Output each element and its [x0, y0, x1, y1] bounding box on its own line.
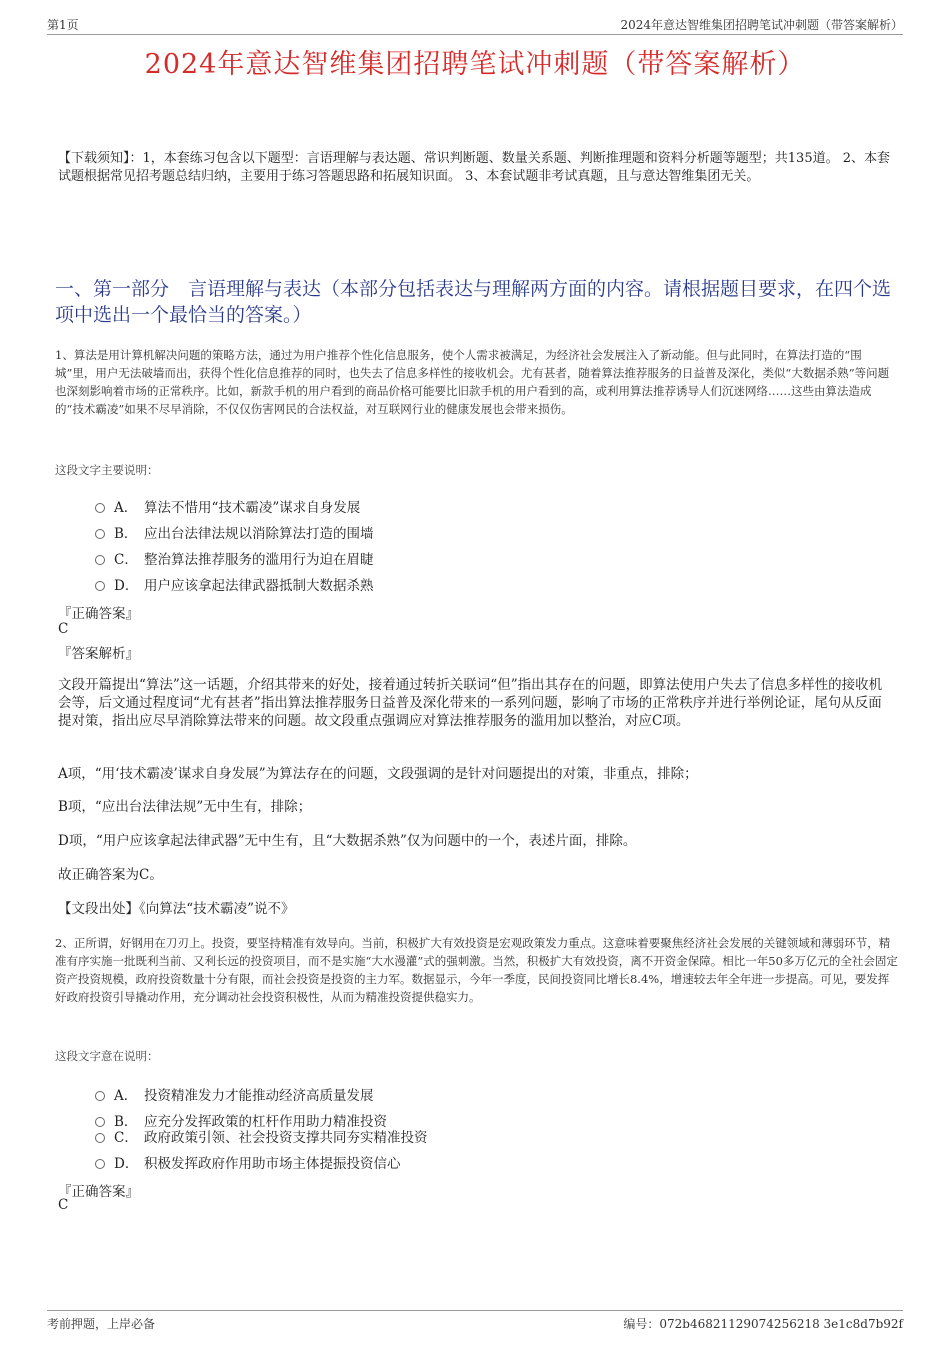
download-notice: 【下载须知】：1，本套练习包含以下题型：言语理解与表达题、常识判断题、数量关系题、判断推理题和资料分析题等题型；共135道。 2、本套试题根据常见招考题总结归纳，主要用于练习答题思路和拓展知识面。 3、本套试题非考试真题，且与意达智维集团无关。 — [58, 151, 890, 184]
radio-icon[interactable] — [95, 581, 105, 591]
q2-option-a[interactable]: A． 投资精准发力才能推动经济高质量发展 — [95, 1084, 374, 1104]
section-title: 一、第一部分 言语理解与表达（本部分包括表达与理解两方面的内容。请根据题目要求，在四个选项中选出一个最恰当的答案。） — [55, 278, 892, 326]
radio-icon[interactable] — [95, 1091, 105, 1101]
footer-slogan: 考前押题，上岸必备 — [47, 1317, 156, 1331]
q2-option-b[interactable]: B． 应充分发挥政策的杠杆作用助力精准投资 — [95, 1110, 387, 1130]
q1-answer: C — [58, 621, 69, 637]
q2-option-d[interactable]: D． 积极发挥政府作用助市场主体提振投资信心 — [95, 1152, 401, 1172]
q1-option-d[interactable]: D． 用户应该拿起法律武器抵制大数据杀熟 — [95, 574, 374, 594]
q1-option-c[interactable]: C． 整治算法推荐服务的滥用行为迫在眉睫 — [95, 548, 374, 568]
question-2-prompt: 这段文字意在说明： — [55, 1049, 159, 1063]
q1-analysis-2: A项，“用‘技术霸凌’谋求自身发展”为算法存在的问题，文段强调的是针对问题提出的对策，非重点，排除； — [58, 766, 698, 782]
q1-source: 【文段出处】《向算法“技术霸凌”说不》 — [58, 901, 295, 917]
question-1-prompt: 这段文字主要说明： — [55, 463, 159, 477]
header-doc-title: 2024年意达智维集团招聘笔试冲刺题（带答案解析） — [620, 18, 903, 32]
radio-icon[interactable] — [95, 529, 105, 539]
page-number: 第1页 — [47, 18, 79, 32]
q1-answer-label: 『正确答案』 — [58, 606, 139, 622]
radio-icon[interactable] — [95, 1159, 105, 1169]
q2-answer: C — [58, 1197, 69, 1213]
q2-option-c[interactable]: C． 政府政策引领、社会投资支撑共同夯实精准投资 — [95, 1126, 428, 1146]
q2-answer-label: 『正确答案』 — [58, 1184, 139, 1200]
q1-option-a[interactable]: A． 算法不惜用“技术霸凌”谋求自身发展 — [95, 496, 360, 516]
q1-option-b[interactable]: B． 应出台法律法规以消除算法打造的围墙 — [95, 522, 374, 542]
q1-analysis-label: 『答案解析』 — [58, 646, 139, 662]
footer-doc-id: 编号：072b46821129074256218 3e1c8d7b92f — [623, 1317, 903, 1331]
question-2-text: 2、正所谓，好钢用在刀刃上。投资，要坚持精准有效导向。当前，积极扩大有效投资是宏观政策发力重点。这意味着要聚焦经济社会发展的关键领域和薄弱环节，精准有序实施一批既利当前、又利长远的投资项目，而不是实施“大水漫灌”式的强刺激。当然，积极扩大有效投资，离不开资金保障。相比一年50多万亿元的全社会固定资产投资规模，政府投资数量十分有限，而社会投资是投资的主力军。数据显示，今年一季度，民间投资同比增长8.4%，增速较去年全年进一步提高。可见，要发挥好政府投资引导撬动作用，充分调动社会投资积极性，从而为精准投资提供稳实力。 — [55, 936, 898, 1004]
q1-analysis-5: 故正确答案为C。 — [58, 867, 163, 883]
question-1-text: 1、算法是用计算机解决问题的策略方法，通过为用户推荐个性化信息服务，使个人需求被满足，为经济社会发展注入了新动能。但与此同时，在算法打造的“围城”里，用户无法破墙而出，获得个性化信息推荐的同时，也失去了信息多样性的接收机会。尤有甚者，随着算法推荐服务的日益普及深化，类似“大数据杀熟”等问题也深刻影响着市场的正常秩序。比如，新款手机的用户看到的商品价格可能要比旧款手机的用户看到的高，或利用算法推荐诱导人们沉迷网络……这些由算法造成的“技术霸凌”如果不尽早消除，不仅仅伤害网民的合法权益，对互联网行业的健康发展也会带来损伤。 — [55, 348, 890, 416]
document-title: 2024年意达智维集团招聘笔试冲刺题（带答案解析） — [144, 49, 806, 80]
radio-icon[interactable] — [95, 555, 105, 565]
page-header — [47, 14, 903, 35]
radio-icon[interactable] — [95, 503, 105, 513]
q1-analysis-3: B项，“应出台法律法规”无中生有，排除； — [58, 799, 312, 815]
radio-icon[interactable] — [95, 1133, 105, 1143]
q1-analysis-1: 文段开篇提出“算法”这一话题，介绍其带来的好处，接着通过转折关联词“但”指出其存在的问题，即算法使用户失去了信息多样性的接收机会等，后文通过程度词“尤有甚者”指出算法推荐服务日益普及深化带来的一系列问题，影响了市场的正常秩序并进行举例论证，尾句从反面提对策，指出应尽早消除算法带来的问题。故文段重点强调应对算法推荐服务的滥用加以整治，对应C项。 — [58, 677, 883, 729]
q1-analysis-4: D项，“用户应该拿起法律武器”无中生有，且“大数据杀熟”仅为问题中的一个，表述片面，排除。 — [58, 833, 637, 849]
page-footer — [47, 1310, 903, 1333]
